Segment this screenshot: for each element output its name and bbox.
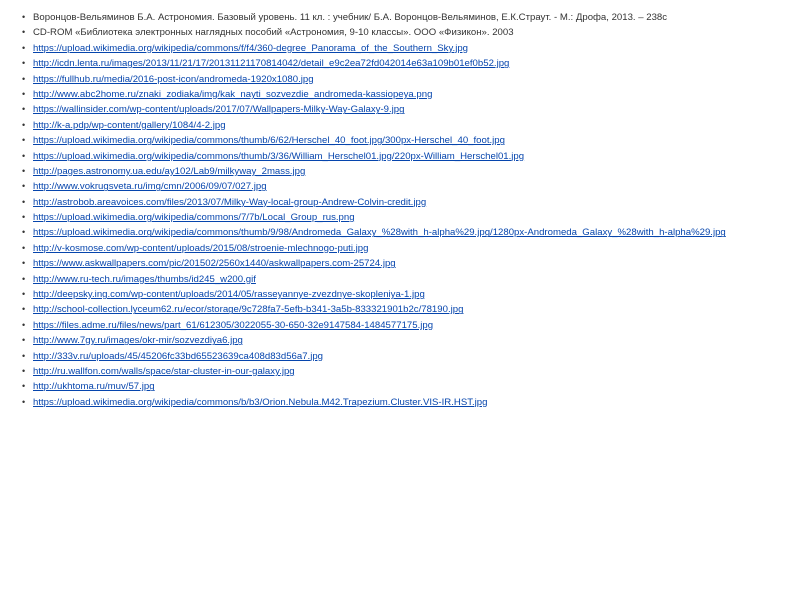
bullet-icon: • [22,381,26,392]
bullet-icon: • [22,227,26,238]
reference-url[interactable]: http://pages.astronomy.ua.edu/ay102/Lab9/milkyway_2mass.jpg [33,165,306,177]
bullet-icon: • [22,304,26,315]
reference-url[interactable]: https://upload.wikimedia.org/wikipedia/commons/thumb/6/62/Herschel_40_foot.jpg/300px-Herschel_40_foot.jpg [33,135,505,147]
reference-citation: CD-ROM «Библиотека электронных наглядных пособий «Астрономия, 9-10 классы». ООО «Физикон». 2003 [33,27,514,39]
bullet-icon: • [22,58,26,69]
reference-link-item[interactable] [24,364,800,379]
bullet-icon: • [22,365,26,376]
reference-url[interactable]: https://upload.wikimedia.org/wikipedia/commons/thumb/3/36/William_Herschel01.jpg/220px-William_Herschel01.jpg [33,150,525,162]
reference-url[interactable]: http://deepsky.ing.com/wp-content/uploads/2014/05/rasseyannye-zvezdnye-skopleniya-1.jpg [33,289,425,301]
reference-url[interactable]: http://k-a.pdp/wp-content/gallery/1084/4-2.jpg [33,119,226,131]
reference-list [0,10,800,410]
bullet-icon: • [22,119,26,130]
bullet-icon: • [22,135,26,146]
bullet-icon: • [22,181,26,192]
reference-link-item[interactable] [24,195,800,210]
reference-url[interactable]: http://www.ru-tech.ru/images/thumbs/id245_w200.gif [33,273,256,285]
bullet-icon: • [22,258,26,269]
bullet-icon: • [22,396,26,407]
reference-link-item[interactable] [24,72,800,87]
reference-link-item[interactable] [24,133,800,148]
reference-url[interactable]: http://333v.ru/uploads/45/45206fc33bd65523639ca408d83d56a7.jpg [33,350,324,362]
bullet-icon: • [22,150,26,161]
reference-url[interactable]: https://upload.wikimedia.org/wikipedia/commons/b/b3/Orion.Nebula.M42.Trapezium.Cluster.VIS-IR.HST.jpg [33,396,488,408]
reference-url[interactable]: http://www.vokrugsveta.ru/img/cmn/2006/09/07/027.jpg [33,181,267,193]
reference-link-item[interactable] [24,302,800,317]
bullet-icon: • [22,165,26,176]
bullet-icon: • [22,212,26,223]
reference-link-item[interactable] [24,272,800,287]
bullet-icon: • [22,319,26,330]
reference-link-item[interactable] [24,395,800,410]
reference-link-item[interactable] [24,210,800,225]
reference-link-item[interactable] [24,164,800,179]
bullet-icon: • [22,88,26,99]
reference-link-item[interactable] [24,149,800,164]
reference-url[interactable]: http://school-collection.lyceum62.ru/ecor/storage/9c728fa7-5efb-b341-3a5b-833321901b2c/78190.jpg [33,304,464,316]
reference-url[interactable]: http://ru.wallfon.com/walls/space/star-cluster-in-our-galaxy.jpg [33,365,295,377]
reference-link-item[interactable] [24,56,800,71]
bullet-icon: • [22,196,26,207]
reference-link-item[interactable] [24,256,800,271]
reference-link-item[interactable] [24,102,800,117]
reference-url[interactable]: https://upload.wikimedia.org/wikipedia/commons/thumb/9/98/Andromeda_Galaxy_%28with_h-alpha%29.jpg/1280px-Andromeda_Galaxy_%28with_h-alpha%29.jpg [33,227,726,239]
reference-link-item[interactable] [24,41,800,56]
bullet-icon: • [22,73,26,84]
bullet-icon: • [22,12,26,22]
reference-url[interactable]: https://files.adme.ru/files/news/part_61/612305/3022055-30-650-32e9147584-1484577175.jpg [33,319,434,331]
bullet-icon: • [22,350,26,361]
reference-link-item[interactable] [24,379,800,394]
reference-url[interactable]: http://www.7gy.ru/images/okr-mir/sozvezdiya6.jpg [33,335,243,347]
reference-link-item[interactable] [24,349,800,364]
reference-url[interactable]: http://icdn.lenta.ru/images/2013/11/21/17/20131121170814042/detail_e9c2ea72fd042014e63a109b01ef0b52.jpg [33,58,510,70]
reference-url[interactable]: http://ukhtoma.ru/muv/57.jpg [33,381,155,393]
reference-link-item[interactable] [24,287,800,302]
reference-text-item [24,25,800,40]
bullet-icon: • [22,335,26,346]
reference-url[interactable]: https://upload.wikimedia.org/wikipedia/commons/f/f4/360-degree_Panorama_of_the_Southern_Sky.jpg [33,42,468,54]
reference-citation: Воронцов-Вельяминов Б.А. Астрономия. Базовый уровень. 11 кл. : учебник/ Б.А. Воронцов-Вельяминов, Е.К.Страут. - М.: Дрофа, 2013. – 238с [33,12,668,23]
reference-url[interactable]: https://fullhub.ru/media/2016-post-icon/andromeda-1920x1080.jpg [33,73,314,85]
bullet-icon: • [22,104,26,115]
reference-url[interactable]: http://astrobob.areavoices.com/files/2013/07/Milky-Way-local-group-Andrew-Colvin-credit.jpg [33,196,427,208]
reference-link-item[interactable] [24,318,800,333]
bullet-icon: • [22,289,26,300]
reference-link-item[interactable] [24,241,800,256]
reference-link-item[interactable] [24,87,800,102]
bullet-icon: • [22,273,26,284]
reference-link-item[interactable] [24,118,800,133]
reference-url[interactable]: http://v-kosmose.com/wp-content/uploads/2015/08/stroenie-mlechnogo-puti.jpg [33,242,369,254]
reference-url[interactable]: http://www.abc2home.ru/znaki_zodiaka/img/kak_nayti_sozvezdie_andromeda-kassiopeya.png [33,88,433,100]
reference-link-item[interactable] [24,333,800,348]
reference-link-item[interactable] [24,179,800,194]
reference-url[interactable]: https://upload.wikimedia.org/wikipedia/commons/7/7b/Local_Group_rus.png [33,212,355,224]
bullet-icon: • [22,27,26,38]
bullet-icon: • [22,242,26,253]
reference-url[interactable]: https://wallinsider.com/wp-content/uploads/2017/07/Wallpapers-Milky-Way-Galaxy-9.jpg [33,104,405,116]
reference-url[interactable]: https://www.askwallpapers.com/pic/201502/2560x1440/askwallpapers.com-25724.jpg [33,258,396,270]
reference-link-item[interactable] [24,225,800,240]
bullet-icon: • [22,42,26,53]
reference-text-item [24,10,800,25]
